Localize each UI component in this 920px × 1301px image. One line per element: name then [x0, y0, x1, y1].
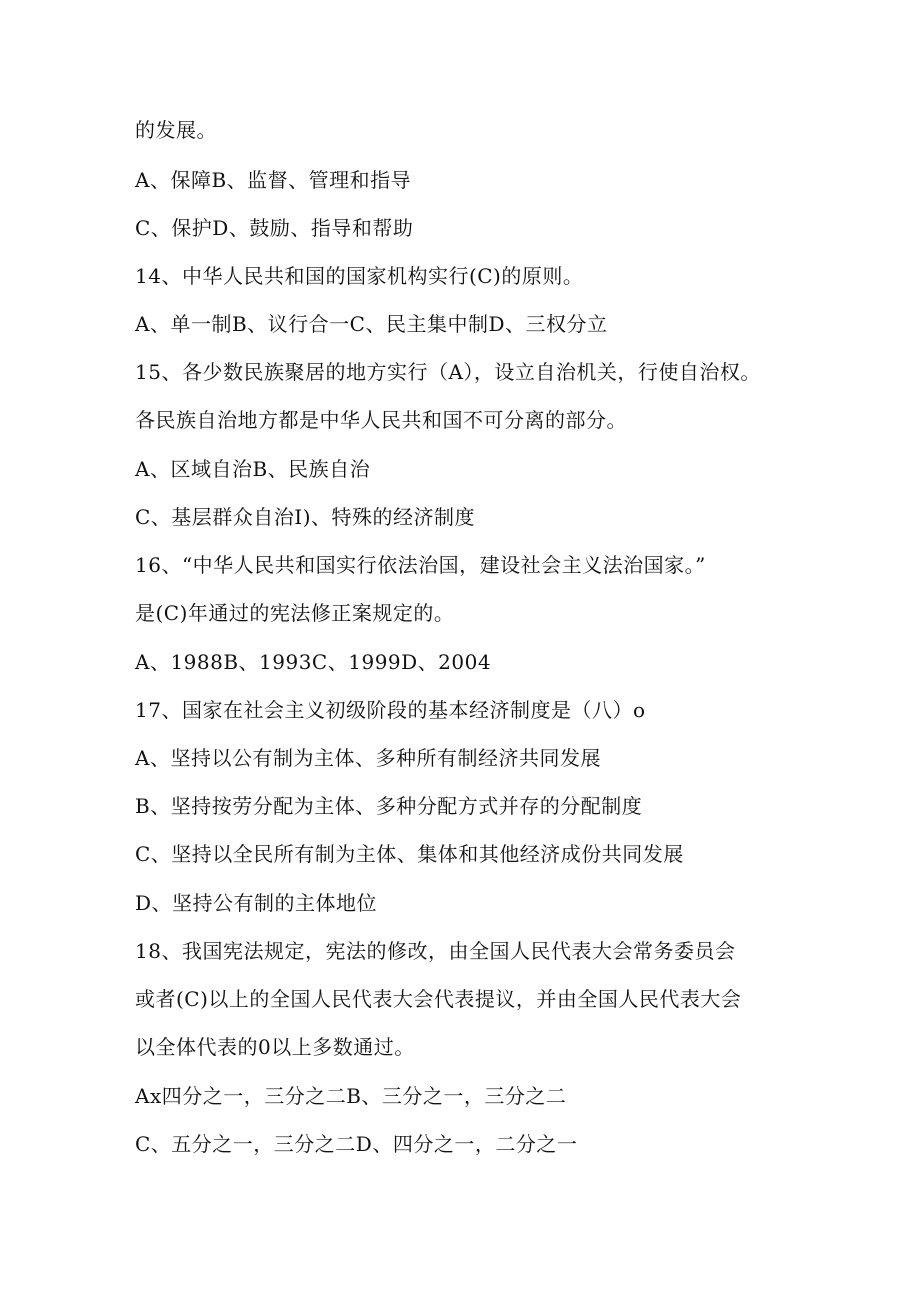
option-line: A、单一制B、议行合一C、民主集中制D、三权分立: [135, 312, 608, 336]
question-line: 16、“中华人民共和国实行依法治国，建设社会主义法治国家。”: [135, 553, 706, 577]
option-line: A、保障B、监督、管理和指导: [135, 168, 412, 192]
option-line: A、坚持以公有制为主体、多种所有制经济共同发展: [135, 746, 601, 770]
option-line: A、1988B、1993C、1999D、2004: [135, 650, 492, 674]
question-line: 各民族自治地方都是中华人民共和国不可分离的部分。: [135, 408, 627, 432]
question-line: 是(C)年通过的宪法修正案规定的。: [135, 601, 455, 625]
option-line: Ax四分之一，三分之二B、三分之一，三分之二: [135, 1084, 567, 1108]
option-line: D、坚持公有制的主体地位: [135, 891, 378, 915]
question-line: 14、中华人民共和国的国家机构实行(C)的原则。: [135, 264, 584, 288]
question-line: 或者(C)以上的全国人民代表大会代表提议，并由全国人民代表大会: [135, 987, 742, 1011]
option-line: C、五分之一，三分之二D、四分之一，二分之一: [135, 1132, 578, 1156]
option-line: B、坚持按劳分配为主体、多种分配方式并存的分配制度: [135, 794, 643, 818]
option-line: C、保护D、鼓励、指导和帮助: [135, 216, 414, 240]
question-line: 15、各少数民族聚居的地方实行（A），设立自治机关，行使自治权。: [135, 360, 761, 384]
question-line: 18、我国宪法规定，宪法的修改，由全国人民代表大会常务委员会: [135, 939, 736, 963]
option-line: C、基层群众自治I)、特殊的经济制度: [135, 505, 476, 529]
question-line: 以全体代表的0以上多数通过。: [135, 1035, 415, 1059]
question-line: 17、国家在社会主义初级阶段的基本经济制度是（八）o: [135, 698, 646, 722]
text-line: 的发展。: [135, 118, 217, 142]
option-line: A、区域自治B、民族自治: [135, 457, 371, 481]
option-line: C、坚持以全民所有制为主体、集体和其他经济成份共同发展: [135, 842, 684, 866]
